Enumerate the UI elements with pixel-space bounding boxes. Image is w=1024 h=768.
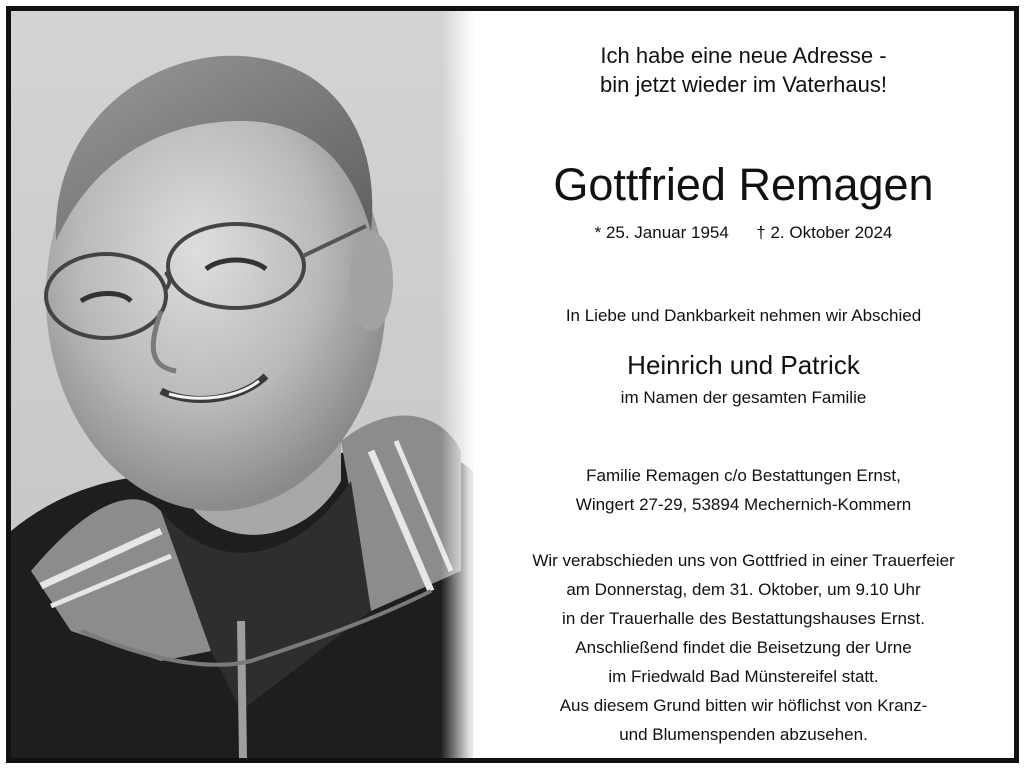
ceremony-line-5: im Friedwald Bad Münstereifel statt.: [608, 667, 879, 686]
birth-date: * 25. Januar 1954: [594, 223, 729, 242]
portrait-photo: [11, 11, 473, 758]
signers-subtitle: im Namen der gesamten Familie: [620, 388, 867, 407]
signers-names: Heinrich und Patrick: [627, 350, 860, 380]
ceremony-line-1: Wir verabschieden uns von Gottfried in einer Trauerfeier: [532, 551, 955, 570]
ceremony-line-3: in der Trauerhalle des Bestattungshauses Ernst.: [562, 609, 925, 628]
deceased-name: Gottfried Remagen: [553, 159, 934, 210]
obituary-card: [6, 6, 1019, 763]
ceremony-line-4: Anschließend findet die Beisetzung der Urne: [575, 638, 912, 657]
life-dates: [473, 222, 1014, 244]
quote-line-2: bin jetzt wieder im Vaterhaus!: [600, 72, 887, 97]
ceremony-line-6: Aus diesem Grund bitten wir höflichst von Kranz-: [559, 696, 928, 715]
notice-text: [473, 11, 1014, 758]
quote-line-1: Ich habe eine neue Adresse -: [600, 43, 887, 68]
ceremony-line-2: am Donnerstag, dem 31. Oktober, um 9.10 Uhr: [566, 580, 921, 599]
ceremony-line-7: und Blumenspenden abzusehen.: [619, 725, 868, 744]
address-line-1: Familie Remagen c/o Bestattungen Ernst,: [586, 466, 901, 485]
death-date: † 2. Oktober 2024: [756, 223, 893, 242]
farewell-text: In Liebe und Dankbarkeit nehmen wir Abschied: [565, 306, 922, 325]
address-line-2: Wingert 27-29, 53894 Mechernich-Kommern: [575, 495, 912, 514]
